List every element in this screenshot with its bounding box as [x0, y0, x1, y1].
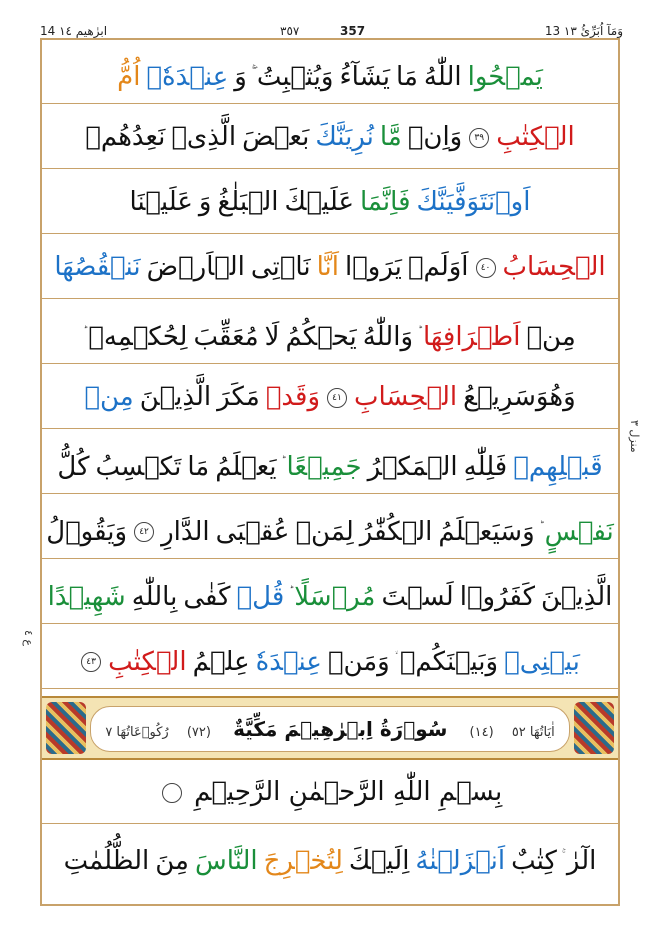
quran-word: عُقۡبَى: [215, 516, 290, 547]
quran-word: اِلَيۡكَ: [348, 845, 410, 876]
quran-word: يَمۡحُوا: [467, 61, 543, 92]
quran-word: يَرَوۡا: [344, 252, 402, 282]
quran-word: الۡحِسَابُ: [502, 252, 606, 282]
quran-word: عِلۡمُ: [192, 646, 250, 677]
surah-banner: [42, 696, 618, 760]
quran-word: بَيۡنِىۡ: [504, 646, 580, 677]
quran-word: وَسَيَعۡلَمُ: [438, 516, 535, 547]
surah-number: (١٤): [469, 725, 494, 740]
quran-word: مَّا: [379, 122, 402, 152]
surah-name: سُوۡرَةُ اِبۡرٰهِيۡمَ مَكِّيَّةٌ: [233, 717, 448, 741]
quran-word: الۡحِسَابِ: [354, 382, 458, 412]
quran-word: مَكَرَ: [217, 382, 260, 412]
quran-word: وَ: [198, 187, 212, 217]
ruku-marker: ع ٤: [22, 630, 35, 646]
surah-ayat-count: اٰيَاتُهَا ٥٢: [511, 725, 555, 740]
quran-word: اَوۡنَتَوَفَّيَنَّكَ: [416, 187, 531, 217]
quran-word: مُعَقِّبَ: [193, 321, 259, 352]
quran-word: وَبَيۡنَكُمۡ: [399, 646, 499, 677]
ornament-left: [46, 702, 86, 754]
surah-ruku-count: رُكُوۡعَاتُهَا ٧: [105, 725, 169, 740]
quran-word: عِنۡدَهٗۤ: [146, 61, 229, 92]
quran-word: مِنَ: [155, 845, 189, 876]
quran-word: بَعۡضَ: [242, 122, 310, 152]
quran-word: وَاللّٰهُ: [362, 321, 413, 352]
quran-word: الۡكِتٰبِ: [496, 122, 575, 152]
quran-word: فَلِلّٰهِ: [463, 451, 508, 482]
quran-word: نُرِيَنَّكَ: [315, 122, 374, 152]
manzil-marker: منزل ٣: [628, 420, 641, 453]
quran-word: اَنۡزَلۡنٰهُ: [415, 845, 506, 876]
text-line: [42, 170, 618, 234]
quran-word: يَعۡلَمُ: [215, 451, 277, 482]
quran-word: عَلَيۡنَا: [129, 187, 193, 217]
quran-word: مَا: [396, 61, 418, 92]
header-juz-name: 13 وَمَآ اُبَرِّئُ ١٣: [544, 24, 623, 38]
ayah-number-marker: ٤١: [327, 388, 347, 408]
text-line: [42, 105, 618, 169]
quran-word: الۡكُفّٰرُ: [359, 516, 433, 547]
ornament-right: [574, 702, 614, 754]
quran-word: تَكۡسِبُ: [95, 451, 182, 482]
quran-word: الَّذِيۡنَ: [139, 382, 212, 412]
quran-word: نَنۡقُصُهَا: [54, 252, 141, 282]
text-line-last: [42, 824, 618, 888]
quran-word: فَاِنَّمَا: [359, 187, 411, 217]
quran-word: اَوَلَمۡ: [407, 252, 469, 282]
quran-word: لِحُكۡمِهٖ: [88, 321, 188, 352]
quran-word: يَشَآءُ: [339, 61, 391, 92]
quran-word: مِنۡ: [84, 382, 134, 412]
quran-word: اَطۡرَافِهَا: [423, 321, 521, 352]
quran-word: لِمَنۡ: [295, 516, 354, 547]
text-line: [42, 365, 618, 429]
quran-word: لَسۡتَ: [381, 581, 454, 612]
header-surah-name: 14 ابرٰهیم ١٤: [40, 24, 108, 38]
ayah-number-marker: ٤٢: [134, 522, 154, 542]
quran-word: الَّذِيۡنَ: [540, 581, 613, 612]
quran-word: الۡمَكۡرُ: [367, 451, 458, 482]
quran-word: لَا: [264, 321, 280, 352]
text-line: [42, 430, 618, 494]
quran-word: عِنۡدَهٗ: [255, 646, 322, 677]
quran-word: اُمُّ: [117, 61, 141, 92]
quran-word: عَلَيۡكَ: [284, 187, 354, 217]
quran-word: نَفۡسٍ: [544, 516, 614, 547]
ayah-number-marker: ٣٩: [469, 128, 489, 148]
quran-word: الۡاَرۡضَ: [146, 252, 245, 282]
quran-word: شَهِيۡدًا: [47, 581, 126, 612]
quran-word: قُلۡ: [236, 581, 285, 612]
quran-word: كَفٰى: [183, 581, 231, 612]
text-line: [42, 495, 618, 559]
text-line: [42, 560, 618, 624]
quran-word: نَعِدُهُمۡ: [85, 122, 166, 152]
quran-word: وَيُثۡبِتُ: [256, 61, 334, 92]
text-line: [42, 235, 618, 299]
quran-word: وَقَدۡ: [265, 382, 320, 412]
text-line: [42, 625, 618, 689]
quran-word: الۡبَلٰغُ: [217, 187, 279, 217]
quran-word: وَاِنۡ: [407, 122, 463, 152]
quran-word: يَحۡكُمُ: [285, 321, 357, 352]
ayah-number-marker: ٤٣: [81, 652, 101, 672]
text-line: [42, 300, 618, 364]
quran-word: قَبۡلِهِمۡ: [513, 451, 603, 482]
bismillah-end-marker: [162, 783, 182, 803]
quran-word: اللّٰهُ: [423, 61, 462, 92]
quran-word: كُلُّ: [57, 451, 90, 482]
page-frame: [40, 38, 620, 906]
quran-word: مُرۡسَلًا: [294, 581, 376, 612]
quran-word: كِتٰبٌ: [511, 845, 557, 876]
quran-word: الۡكِتٰبِ: [108, 646, 187, 677]
quran-word: وَ: [234, 61, 247, 92]
quran-word: بِاللّٰهِ: [131, 581, 178, 612]
quran-word: جَمِيۡعًا: [286, 451, 362, 482]
quran-word: لِتُخۡرِجَ: [263, 845, 343, 876]
quran-word: وَمَنۡ: [327, 646, 390, 677]
quran-word: الَّذِىۡ: [171, 122, 237, 152]
text-line: [42, 40, 618, 104]
surah-title-panel: [90, 706, 570, 752]
quran-word: نَاۡتِى: [250, 252, 311, 282]
quran-word: مِنۡ: [526, 321, 576, 352]
quran-word: كَفَرُوۡا: [459, 581, 535, 612]
header-page-number: 357: [340, 24, 366, 38]
ayah-number-marker: ٤٠: [476, 258, 496, 278]
bismillah: بِسۡمِ اللّٰهِ الرَّحۡمٰنِ الرَّحِيۡمِ: [194, 777, 503, 807]
quran-word: الظُّلُمٰتِ: [63, 845, 150, 876]
quran-word: اَنَّا: [316, 252, 339, 282]
bismillah-line: [42, 760, 618, 824]
quran-word: وَهُوَسَرِيۡعُ: [463, 382, 576, 412]
quran-word: مَا: [187, 451, 210, 482]
header-page-number-arabic: ٣٥٧: [280, 24, 300, 38]
quran-word: النَّاسَ: [194, 845, 258, 876]
quran-word: الدَّارِ: [161, 516, 210, 547]
quran-word: وَيَقُوۡلُ: [46, 516, 128, 547]
quran-word: الٓرٰ: [566, 845, 597, 876]
surah-revelation-order: (٧٢): [186, 725, 211, 740]
